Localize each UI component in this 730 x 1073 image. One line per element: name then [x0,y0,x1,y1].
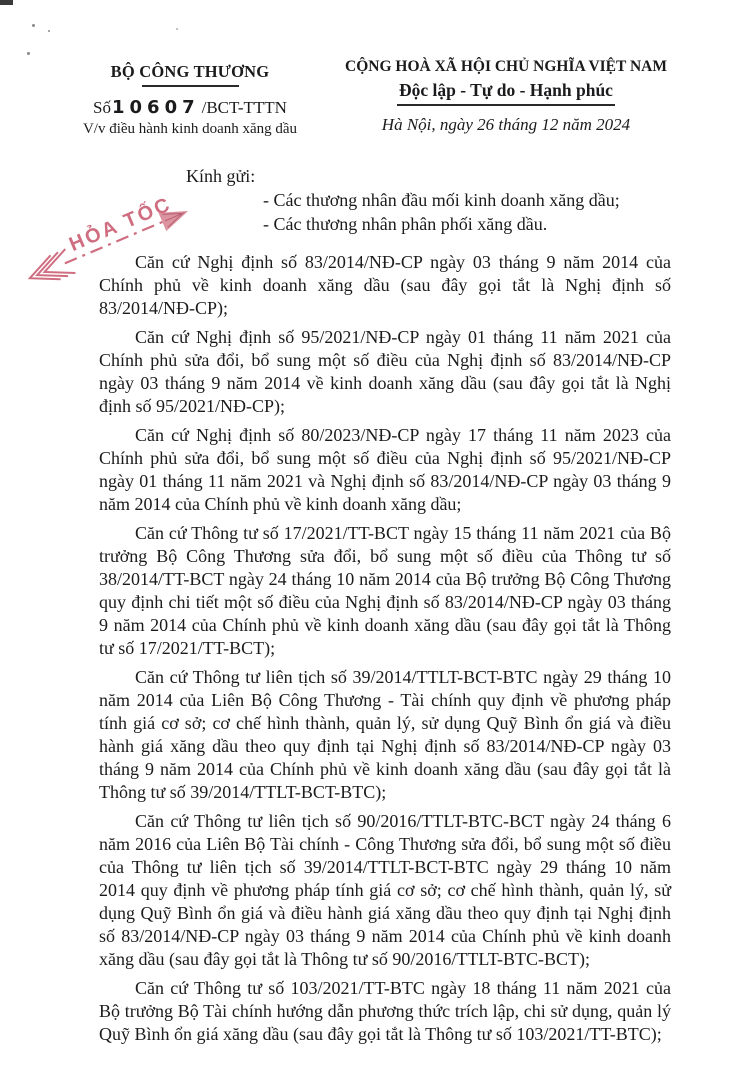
national-motto: Độc lập - Tự do - Hạnh phúc [399,80,613,100]
recipient-item: - Các thương nhân đầu mối kinh doanh xăng dầu; [263,190,620,210]
scan-speck [48,30,50,32]
body-paragraph: Căn cứ Nghị định số 80/2023/NĐ-CP ngày 17 tháng 11 năm 2023 của Chính phủ sửa đổi, bổ sung một số điều của Nghị định số 95/2021/NĐ-CP ngày 01 tháng 11 năm 2021 và Nghị định số 83/2014/NĐ-CP ngày 03 tháng 9 năm 2014 của Chính phủ về kinh doanh xăng dầu; [99,425,671,514]
body-paragraph: Căn cứ Thông tư liên tịch số 39/2014/TTLT-BCT-BTC ngày 29 tháng 10 năm 2014 của Liên Bộ Công Thương - Tài chính quy định về phương pháp tính giá cơ sở; cơ chế hình thành, quản lý, sử dụng Quỹ Bình ổn giá và điều hành giá xăng dầu theo quy định tại Nghị định số 83/2014/NĐ-CP ngày 03 tháng 9 năm 2014 của Chính phủ về kinh doanh xăng dầu (sau đây gọi tắt là Thông tư số 39/2014/TTLT-BCT-BTC); [99,667,671,802]
recipient-list [263,189,620,236]
issuer-block [75,62,305,138]
scan-speck [176,28,178,30]
scan-speck [32,24,35,27]
issuer-underline [142,85,239,87]
document-number-suffix: /BCT-TTTN [201,98,287,117]
document-number-line [75,97,305,118]
arrow-fletching-icon [25,249,76,290]
issuer-name: BỘ CÔNG THƯƠNG [110,62,270,81]
document-body [99,251,671,1052]
urgency-stamp-label: HỎA TỐC [66,193,176,256]
body-paragraph: Căn cứ Thông tư số 103/2021/TT-BTC ngày 18 tháng 11 năm 2021 của Bộ trưởng Bộ Tài chính hướng dẫn phương thức trích lập, chi sử dụng, quản lý Quỹ Bình ổn giá xăng dầu (sau đây gọi tắt là Thông tư số 103/2021/TT-BTC); [99,978,671,1044]
document-subject: V/v điều hành kinh doanh xăng dầu [82,121,298,137]
recipient-item: - Các thương nhân phân phối xăng dầu. [263,213,548,234]
scan-speck [27,52,30,55]
salutation: Kính gửi: [186,166,256,186]
national-title: CỘNG HOÀ XÃ HỘI CHỦ NGHĨA VIỆT NAM [345,58,667,75]
national-heading-block [328,58,684,135]
body-paragraph: Căn cứ Thông tư số 17/2021/TT-BCT ngày 15 tháng 11 năm 2021 của Bộ trưởng Bộ Công Thương sửa đổi, bổ sung một số điều của Thông tư số 38/2014/TT-BCT ngày 24 tháng 10 năm 2014 của Bộ trưởng Bộ Công Thương quy định chi tiết một số điều của Nghị định số 83/2014/NĐ-CP ngày 03 tháng 9 năm 2014 của Chính phủ về kinh doanh xăng dầu (sau đây gọi tắt là Thông tư số 17/2021/TT-BCT); [99,523,671,658]
place-and-date: Hà Nội, ngày 26 tháng 12 năm 2024 [381,115,631,134]
document-number-prefix: Số [93,98,111,117]
body-paragraph: Căn cứ Thông tư liên tịch số 90/2016/TTLT-BTC-BCT ngày 24 tháng 6 năm 2016 của Liên Bộ Tài chính - Công Thương sửa đổi, bổ sung một số điều của Thông tư liên tịch số 39/2014/TTLT-BCT-BTC ngày 29 tháng 10 năm 2014 quy định về phương pháp tính giá cơ sở; cơ chế hình thành, quản lý, sử dụng Quỹ Bình ổn giá và điều hành giá xăng dầu theo quy định tại Nghị định số 83/2014/NĐ-CP ngày 03 tháng 9 năm 2014 của Chính phủ về kinh doanh xăng dầu (sau đây gọi tắt là Thông tư số 90/2016/TTLT-BTC-BCT); [99,811,671,969]
document-number-stamped-digits: 10607 [112,97,200,118]
body-paragraph: Căn cứ Nghị định số 95/2021/NĐ-CP ngày 01 tháng 11 năm 2021 của Chính phủ sửa đổi, bổ sung một số điều của Nghị định số 83/2014/NĐ-CP ngày 03 tháng 9 năm 2014 về kinh doanh xăng dầu (sau đây gọi tắt là Nghị định số 95/2021/NĐ-CP); [99,327,671,416]
body-paragraph: Căn cứ Nghị định số 83/2014/NĐ-CP ngày 03 tháng 9 năm 2014 của Chính phủ về kinh doanh xăng dầu (sau đây gọi tắt là Nghị định số 83/2014/NĐ-CP); [99,252,671,318]
scan-corner-mark [0,0,13,5]
motto-underline [397,104,615,106]
